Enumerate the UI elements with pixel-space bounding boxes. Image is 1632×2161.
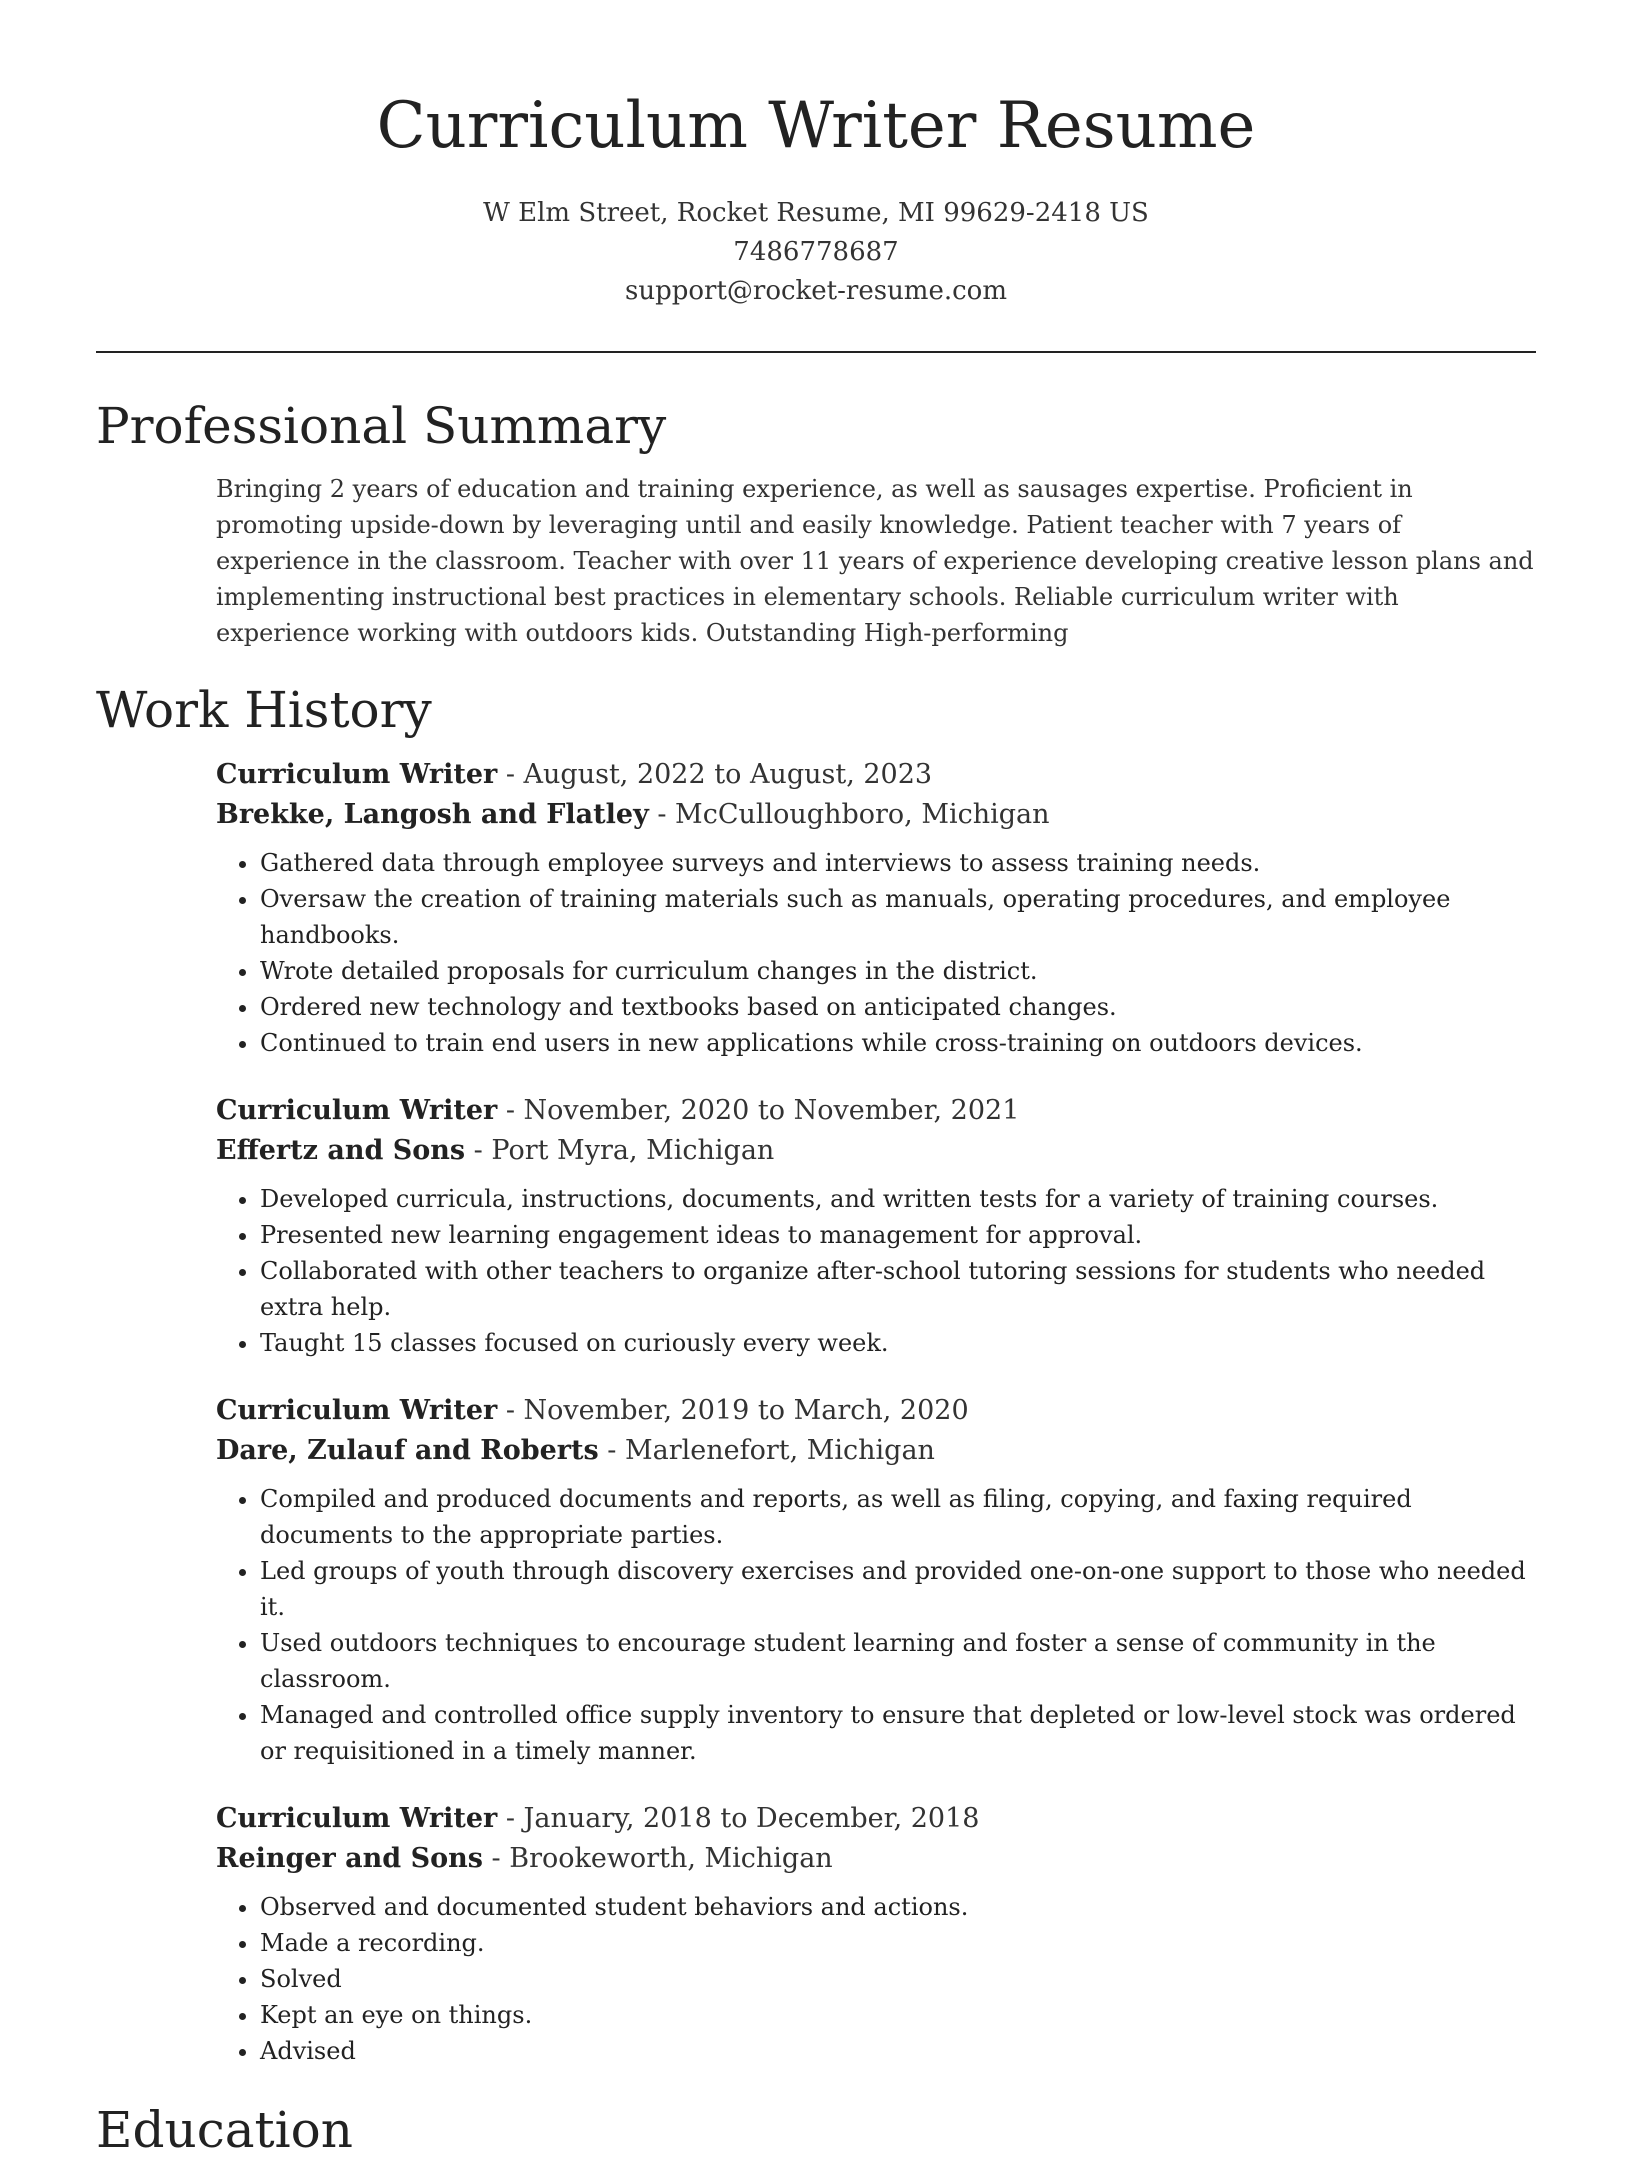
resume-header	[96, 0, 1536, 311]
job-location: - McCulloughboro, Michigan	[648, 799, 1050, 830]
job-location: - Port Myra, Michigan	[465, 1135, 775, 1166]
job-company-line	[216, 795, 1536, 835]
job-company-line	[216, 1839, 1536, 1879]
job-company: Brekke, Langosh and Flatley	[216, 799, 649, 830]
job-bullet: • Led groups of youth through discovery exercises and provided one-on-one support to those who needed it.	[260, 1553, 1536, 1625]
job-bullet: • Continued to train end users in new applications while cross-training on outdoors devices.	[260, 1025, 1536, 1061]
summary-text: Bringing 2 years of education and training experience, as well as sausages expertise. Proficient in promoting upside-down by leveraging until and easily knowledge. Patient teacher with 7 years of experience in the classroom. Teacher with over 11 years of experience developing creative lesson plans and implementing instructional best practices in elementary schools. Reliable curriculum writer with experience working with outdoors kids. Outstanding High-performing	[216, 475, 1534, 647]
job-title-line	[216, 1391, 1536, 1431]
job-title-line	[216, 1091, 1536, 1131]
contact-email: support@rocket-resume.com	[624, 276, 1007, 306]
job-dates: - August, 2022 to August, 2023	[497, 759, 933, 790]
job-bullet: • Wrote detailed proposals for curriculum changes in the district.	[260, 953, 1536, 989]
job-dates: - November, 2019 to March, 2020	[497, 1395, 969, 1426]
job-location: - Marlenefort, Michigan	[598, 1435, 935, 1466]
job-dates: - January, 2018 to December, 2018	[497, 1803, 980, 1834]
job-bullet: • Used outdoors techniques to encourage student learning and foster a sense of community in the classroom.	[260, 1625, 1536, 1697]
job-title: Curriculum Writer	[216, 1395, 498, 1426]
education-heading: Education	[96, 2101, 353, 2159]
job-bullet: • Presented new learning engagement ideas to management for approval.	[260, 1217, 1536, 1253]
job-bullet: • Made a recording.	[260, 1925, 1536, 1961]
job-title: Curriculum Writer	[216, 1803, 498, 1834]
summary-heading: Professional Summary	[96, 397, 667, 455]
job-bullet: • Kept an eye on things.	[260, 1997, 1536, 2033]
job-title: Curriculum Writer	[216, 1095, 498, 1126]
job-entry	[216, 1391, 1536, 1769]
contact-address: W Elm Street, Rocket Resume, MI 99629-2418 US	[483, 198, 1149, 228]
job-bullet-list	[216, 1181, 1536, 1361]
job-title: Curriculum Writer	[216, 759, 498, 790]
job-dates: - November, 2020 to November, 2021	[497, 1095, 1020, 1126]
job-bullet: • Developed curricula, instructions, documents, and written tests for a variety of training courses.	[260, 1181, 1536, 1217]
job-bullet-list	[216, 1889, 1536, 2069]
job-location: - Brookeworth, Michigan	[482, 1843, 833, 1874]
work-history-list	[216, 755, 1536, 2069]
job-company-line	[216, 1131, 1536, 1171]
job-entry	[216, 1091, 1536, 1361]
job-bullet-list	[216, 1481, 1536, 1769]
job-bullet: • Advised	[260, 2033, 1536, 2069]
job-title-line	[216, 1799, 1536, 1839]
job-bullet: • Compiled and produced documents and reports, as well as filing, copying, and faxing required documents to the appropriate parties.	[260, 1481, 1536, 1553]
job-bullet: • Oversaw the creation of training materials such as manuals, operating procedures, and employee handbooks.	[260, 881, 1536, 953]
job-bullet-list	[216, 845, 1536, 1061]
job-bullet: • Observed and documented student behaviors and actions.	[260, 1889, 1536, 1925]
job-title-line	[216, 755, 1536, 795]
resume-title: Curriculum Writer Resume	[376, 89, 1256, 163]
job-entry	[216, 755, 1536, 1061]
job-bullet: • Collaborated with other teachers to organize after-school tutoring sessions for students who needed extra help.	[260, 1253, 1536, 1325]
job-bullet: • Solved	[260, 1961, 1536, 1997]
job-company-line	[216, 1431, 1536, 1471]
job-company: Dare, Zulauf and Roberts	[216, 1435, 599, 1466]
work-history-heading: Work History	[96, 681, 432, 739]
job-bullet: • Ordered new technology and textbooks based on anticipated changes.	[260, 989, 1536, 1025]
job-company: Reinger and Sons	[216, 1843, 483, 1874]
job-bullet: • Taught 15 classes focused on curiously every week.	[260, 1325, 1536, 1361]
resume-page	[96, 0, 1536, 2161]
job-bullet: • Gathered data through employee surveys and interviews to assess training needs.	[260, 845, 1536, 881]
contact-phone: 7486778687	[733, 237, 899, 267]
contact-info	[96, 194, 1536, 311]
job-company: Effertz and Sons	[216, 1135, 466, 1166]
job-bullet: • Managed and controlled office supply inventory to ensure that depleted or low-level stock was ordered or requisitioned in a timely manner.	[260, 1697, 1536, 1769]
header-divider	[96, 351, 1536, 353]
job-entry	[216, 1799, 1536, 2069]
